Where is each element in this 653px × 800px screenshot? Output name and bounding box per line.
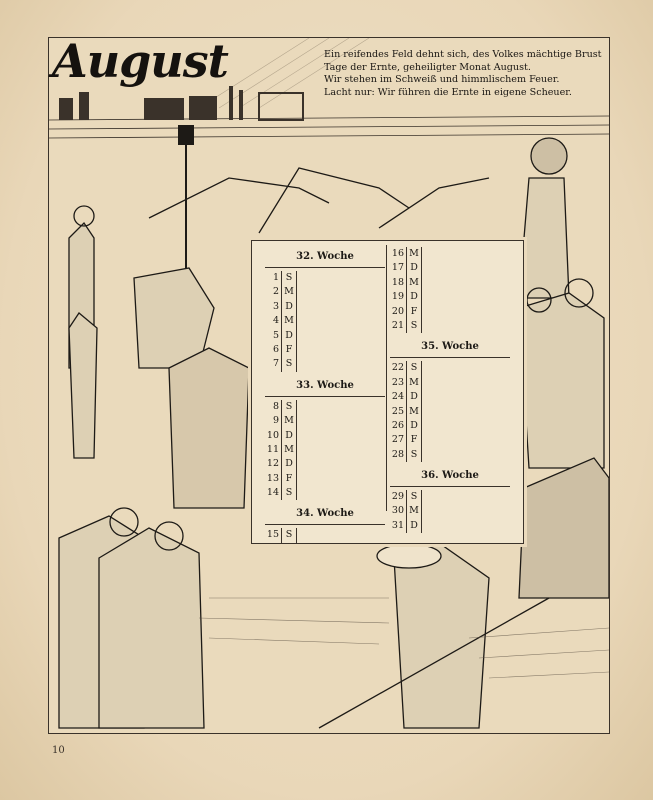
day-notes-space [297,400,385,414]
day-row [265,528,385,542]
day-number: 21 [390,319,407,333]
weekday-letter: M [407,376,422,390]
day-notes-space [422,390,510,404]
day-notes-space [422,319,510,333]
weekday-letter: M [407,405,422,419]
day-row [265,343,385,357]
weekday-letter: M [282,285,297,299]
page-number: 10 [52,745,65,756]
calendar-divider [386,245,387,511]
day-notes-space [422,376,510,390]
day-number: 29 [390,490,407,504]
day-row [390,405,510,419]
day-row [390,504,510,518]
day-number: 17 [390,261,407,275]
weekday-letter: D [407,390,422,404]
day-number: 14 [265,486,282,500]
poem [324,49,600,99]
poem-line: Tage der Ernte, geheiligter Monat August. [324,61,531,73]
day-row [265,314,385,328]
day-row [390,390,510,404]
day-number: 3 [265,300,282,314]
day-row [390,519,510,533]
weekday-letter: S [282,400,297,414]
calendar-panel [251,240,524,544]
weekday-letter: D [407,261,422,275]
calendar-column-left [265,247,385,543]
weekday-letter: S [407,490,422,504]
day-row [265,329,385,343]
day-notes-space [297,429,385,443]
day-number: 31 [390,519,407,533]
day-notes-space [297,357,385,371]
day-notes-space [297,472,385,486]
day-number: 2 [265,285,282,299]
day-number: 18 [390,276,407,290]
day-number: 5 [265,329,282,343]
day-notes-space [422,490,510,504]
day-notes-space [422,419,510,433]
day-number: 24 [390,390,407,404]
day-row [265,429,385,443]
day-notes-space [422,504,510,518]
day-number: 7 [265,357,282,371]
weekday-letter: S [407,361,422,375]
day-number: 10 [265,429,282,443]
day-number: 11 [265,443,282,457]
day-row [390,419,510,433]
day-number: 9 [265,414,282,428]
day-number: 4 [265,314,282,328]
day-notes-space [422,519,510,533]
day-number: 6 [265,343,282,357]
day-row [390,490,510,504]
day-number: 8 [265,400,282,414]
weekday-letter: M [407,504,422,518]
day-notes-space [422,290,510,304]
calendar-column-right [390,247,510,533]
weekday-letter: M [407,276,422,290]
day-row [390,319,510,333]
day-number: 20 [390,305,407,319]
day-row [390,448,510,462]
day-number: 16 [390,247,407,261]
weekday-letter: S [282,271,297,285]
weekday-letter: S [282,357,297,371]
day-notes-space [297,300,385,314]
weekday-letter: S [282,528,297,542]
weekday-letter: M [282,314,297,328]
week-heading: 35. Woche [390,339,510,358]
day-row [390,261,510,275]
day-notes-space [297,414,385,428]
day-row [265,400,385,414]
day-notes-space [297,314,385,328]
weekday-letter: D [282,329,297,343]
weekday-letter: D [407,519,422,533]
day-number: 28 [390,448,407,462]
day-notes-space [297,329,385,343]
poem-line: Wir stehen im Schweiß und himmlischem Feuer. [324,74,560,86]
day-number: 23 [390,376,407,390]
weekday-letter: S [282,486,297,500]
day-row [265,443,385,457]
day-notes-space [297,271,385,285]
day-row [390,433,510,447]
day-number: 30 [390,504,407,518]
day-row [265,414,385,428]
weekday-letter: F [407,305,422,319]
day-number: 12 [265,457,282,471]
day-row [265,472,385,486]
day-notes-space [297,457,385,471]
day-notes-space [422,448,510,462]
day-notes-space [422,361,510,375]
day-notes-space [422,433,510,447]
day-row [265,486,385,500]
day-number: 19 [390,290,407,304]
weekday-letter: F [282,472,297,486]
day-row [265,457,385,471]
day-row [390,376,510,390]
day-number: 1 [265,271,282,285]
day-number: 25 [390,405,407,419]
day-notes-space [422,305,510,319]
day-notes-space [422,261,510,275]
day-notes-space [297,285,385,299]
week-heading: 32. Woche [265,249,385,268]
day-notes-space [297,486,385,500]
day-row [390,276,510,290]
weekday-letter: D [282,300,297,314]
day-notes-space [422,276,510,290]
day-number: 27 [390,433,407,447]
day-row [390,290,510,304]
poem-line: Lacht nur: Wir führen die Ernte in eigene Scheuer. [324,86,572,98]
day-notes-space [297,343,385,357]
weekday-letter: F [407,433,422,447]
day-row [265,357,385,371]
month-title: August [52,34,228,88]
weekday-letter: S [407,448,422,462]
weekday-letter: M [282,414,297,428]
week-heading: 36. Woche [390,468,510,487]
day-notes-space [297,443,385,457]
day-row [265,300,385,314]
day-row [390,361,510,375]
week-heading: 33. Woche [265,378,385,397]
weekday-letter: D [407,290,422,304]
weekday-letter: M [282,443,297,457]
weekday-letter: F [282,343,297,357]
day-notes-space [297,528,385,542]
day-number: 13 [265,472,282,486]
weekday-letter: D [407,419,422,433]
day-number: 15 [265,528,282,542]
day-notes-space [422,247,510,261]
day-number: 26 [390,419,407,433]
weekday-letter: D [282,429,297,443]
day-row [265,271,385,285]
poem-line: Ein reifendes Feld dehnt sich, des Volkes mächtige Brust [324,49,602,60]
day-number: 22 [390,361,407,375]
weekday-letter: D [282,457,297,471]
weekday-letter: M [407,247,422,261]
day-row [265,285,385,299]
week-heading: 34. Woche [265,506,385,525]
weekday-letter: S [407,319,422,333]
day-row [390,305,510,319]
day-row [390,247,510,261]
day-notes-space [422,405,510,419]
